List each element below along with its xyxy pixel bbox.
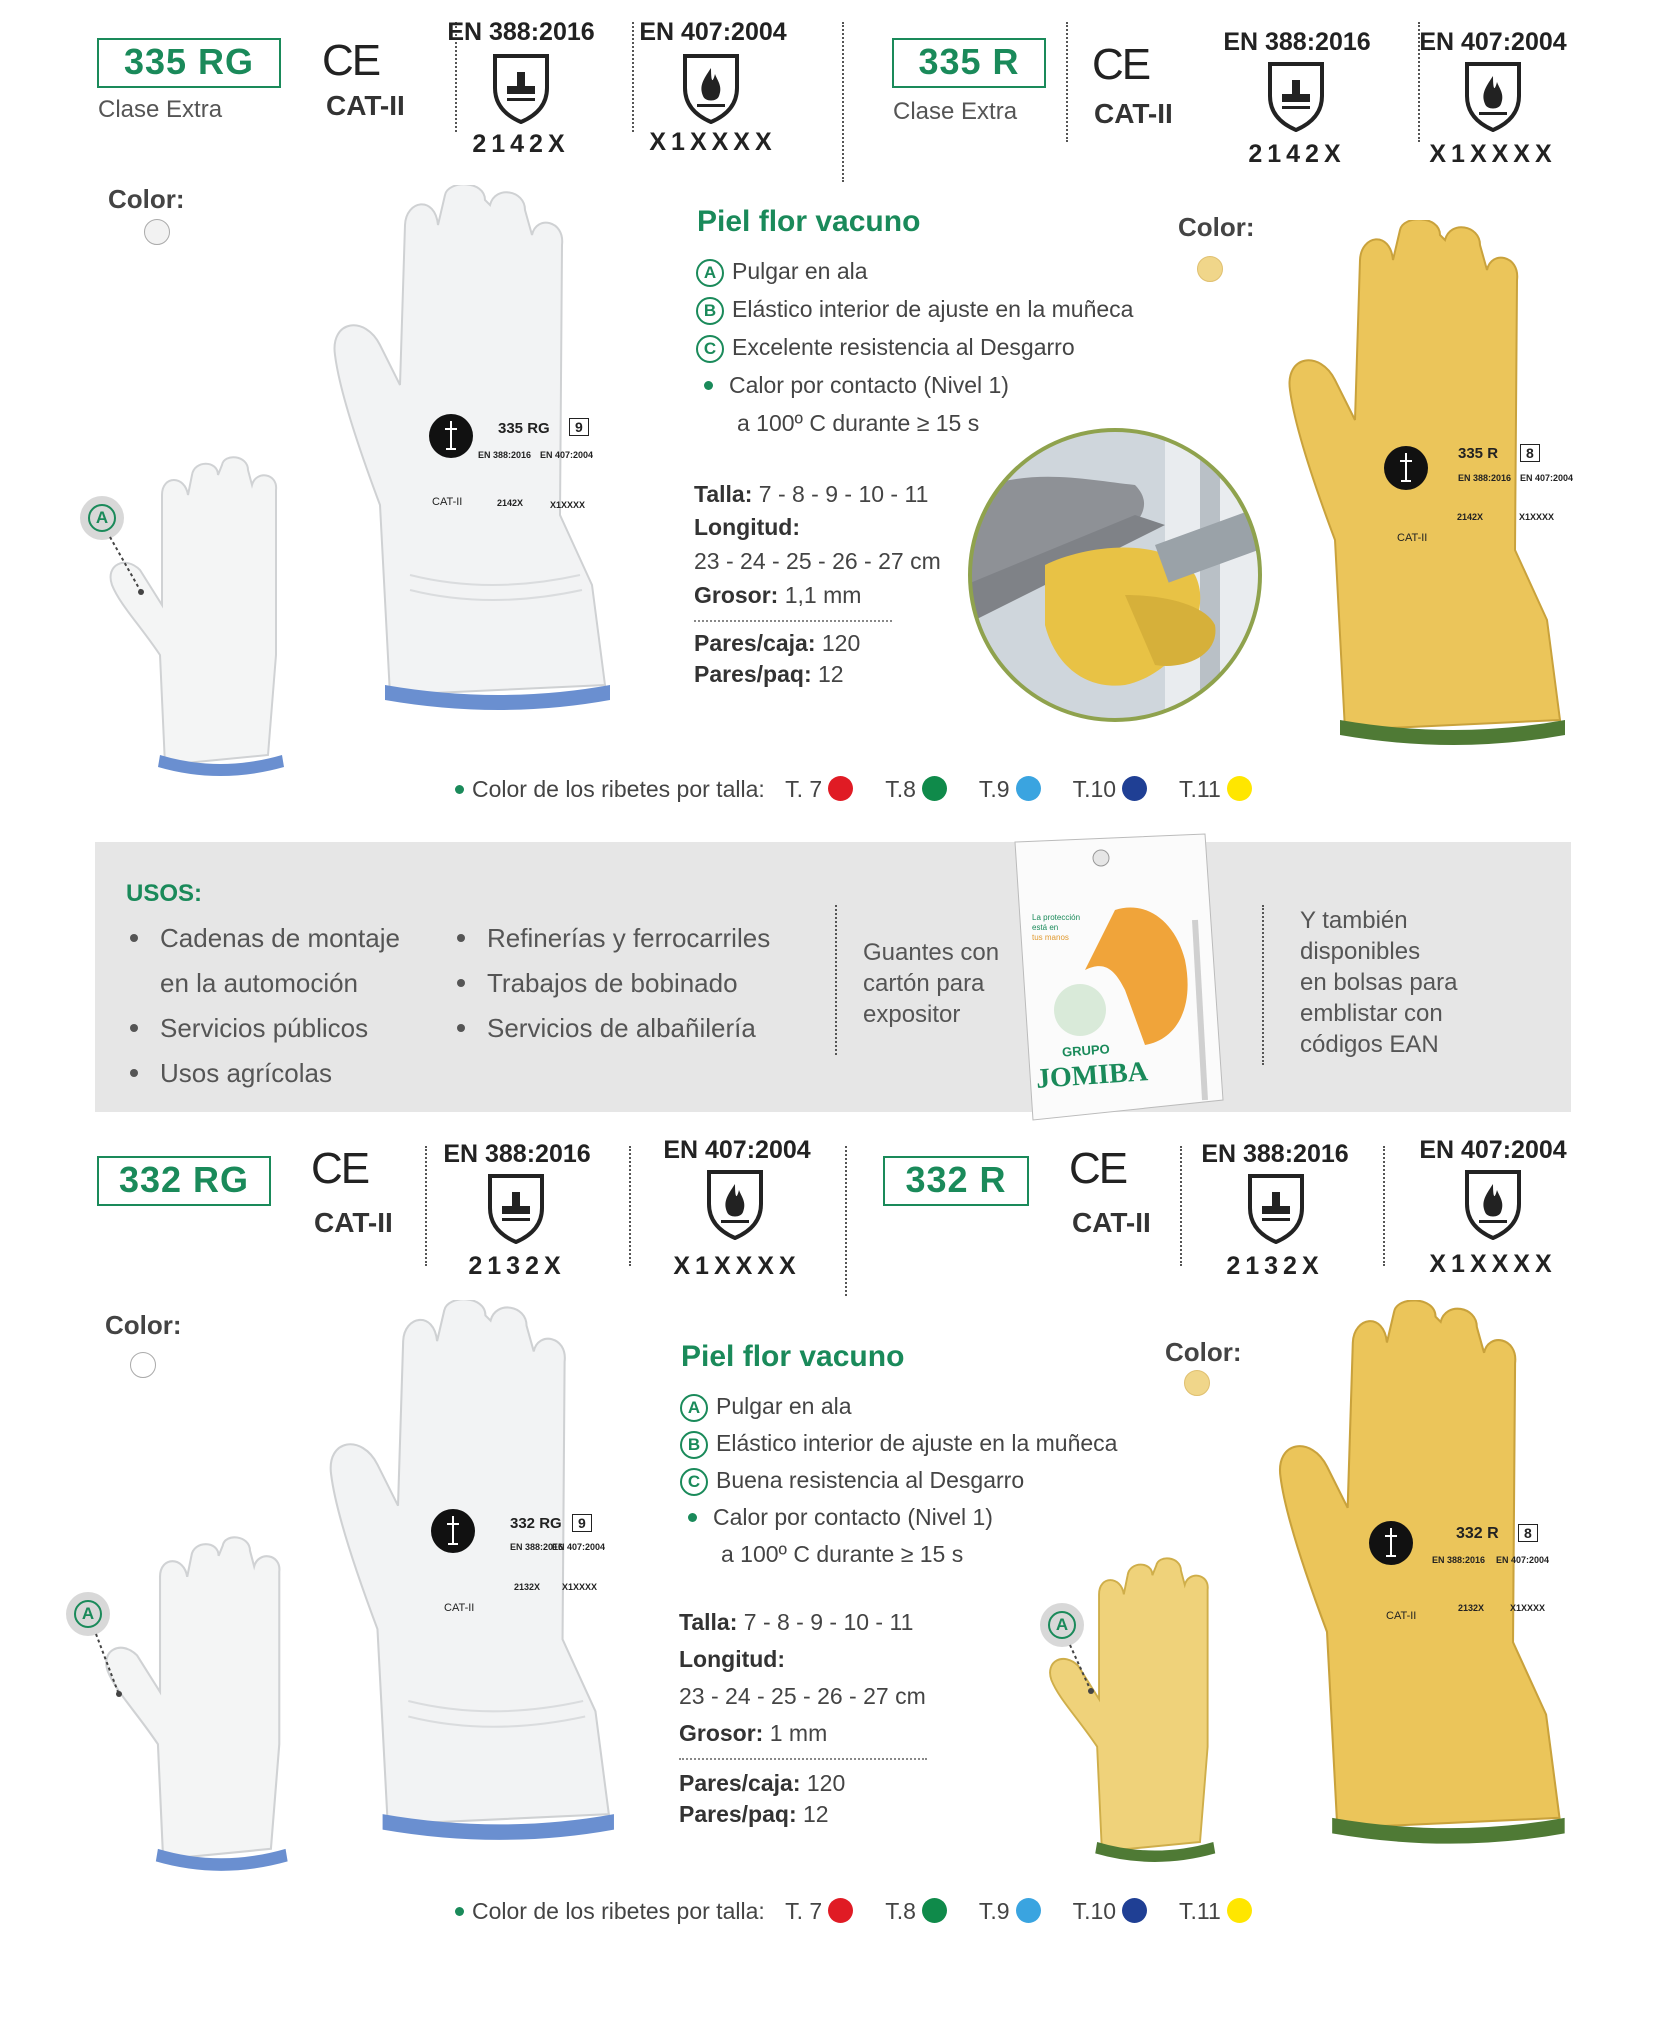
bolsas-note: Y también disponibles en bolsas para emblistar con códigos EAN (1300, 907, 1458, 1058)
carton-note: Guantes con cartón para expositor (863, 939, 1000, 1028)
thumb-callout-badge: A (66, 1592, 110, 1636)
color-label-332r: Color: (1165, 1337, 1242, 1367)
mechanical-risk-shield-icon (1266, 60, 1326, 132)
spec-longitud-label: Longitud: (694, 514, 801, 540)
en407-title-332r: EN 407:2004 (1419, 1136, 1567, 1164)
flame-shield-icon (1463, 1168, 1523, 1240)
card-text: tus manos (1032, 933, 1069, 942)
spec-grosor: Grosor: 1 mm (679, 1720, 828, 1746)
flame-shield-icon (681, 52, 741, 124)
divider (629, 1146, 631, 1266)
ribetes-legend: Color de los ribetes por talla: T. 7 T.8 T.9 T.10 T.11 (455, 776, 1278, 805)
label-size: 9 (572, 1514, 592, 1532)
color-label-335r: Color: (1178, 212, 1255, 242)
product-code-335r: 335 R (892, 38, 1046, 88)
spec-caja: Pares/caja: 120 (694, 630, 861, 656)
label-code388: 2142X (1457, 512, 1484, 522)
scuderis-logo-icon (428, 413, 474, 459)
card-brand: JOMIBA (1035, 1056, 1149, 1095)
color-swatch-335rg (144, 219, 170, 245)
card-text: La protección (1032, 913, 1081, 922)
spec-talla: Talla: 7 - 8 - 9 - 10 - 11 (694, 481, 929, 507)
cat-label-335r: CAT-II (1094, 98, 1173, 129)
usos-list-col1: Cadenas de montaje en la automoción Servicios públicos Usos agrícolas (126, 916, 400, 1096)
en407-code-335rg: X1XXXX (649, 128, 777, 156)
class-label-335rg: Clase Extra (98, 96, 223, 123)
spec-divider (694, 620, 892, 622)
feature-c: C Buena resistencia al Desgarro (680, 1467, 1024, 1496)
callout-line (1060, 1643, 1120, 1703)
divider (425, 1146, 427, 1266)
ce-mark-icon: CE (1092, 40, 1150, 89)
label-en407: EN 407:2004 (552, 1542, 606, 1552)
scuderis-logo-icon (430, 1508, 476, 1554)
en388-code-335rg: 2142X (472, 130, 570, 158)
label-cat: CAT-II (432, 496, 463, 508)
feature-b: B Elástico interior de ajuste en la muñeca (680, 1430, 1117, 1459)
label-size: 9 (569, 418, 589, 436)
en388-title-332rg: EN 388:2016 (443, 1140, 591, 1168)
label-product-code: 332 RG (510, 1515, 562, 1532)
spec-caja: Pares/caja: 120 (679, 1770, 846, 1796)
en388-title-335r: EN 388:2016 (1223, 28, 1371, 56)
material-title: Piel flor vacuno (697, 205, 921, 238)
glove-image (1265, 1300, 1575, 1850)
thumb-callout-badge: A (1040, 1603, 1084, 1647)
label-en388: EN 388:2016 (1432, 1555, 1486, 1565)
spec-longitud: 23 - 24 - 25 - 26 - 27 cm (694, 548, 941, 574)
spec-grosor: Grosor: 1,1 mm (694, 582, 862, 608)
product-code-332rg: 332 RG (97, 1156, 271, 1206)
label-product-code: 332 R (1456, 1525, 1499, 1542)
label-code407: X1XXXX (1519, 512, 1555, 522)
cat-label-332rg: CAT-II (314, 1207, 393, 1238)
label-en407: EN 407:2004 (1520, 473, 1574, 483)
spec-paq: Pares/paq: 12 (679, 1801, 829, 1827)
en407-code-335r: X1XXXX (1429, 140, 1557, 168)
feature-a: A Pulgar en ala (680, 1393, 852, 1422)
label-code388: 2132X (1458, 1603, 1485, 1613)
mechanical-risk-shield-icon (486, 1172, 546, 1244)
color-swatch-335r (1197, 256, 1223, 282)
spec-paq: Pares/paq: 12 (694, 661, 844, 687)
color-label-335rg: Color: (108, 184, 185, 214)
material-title: Piel flor vacuno (681, 1340, 905, 1373)
en407-code-332r: X1XXXX (1429, 1250, 1557, 1278)
label-code388: 2132X (514, 1582, 541, 1592)
feature-heat: Calor por contacto (Nivel 1) (680, 1504, 993, 1531)
label-code388: 2142X (497, 498, 524, 508)
card-text: está en (1032, 923, 1059, 932)
label-size: 8 (1520, 444, 1540, 462)
label-en388: EN 388:2016 (510, 1542, 564, 1552)
divider (1180, 1146, 1182, 1266)
ce-mark-icon: CE (1069, 1144, 1127, 1193)
ce-mark-icon: CE (322, 36, 380, 85)
spec-longitud: 23 - 24 - 25 - 26 - 27 cm (679, 1683, 926, 1709)
flame-shield-icon (705, 1168, 765, 1240)
en388-code-332r: 2132X (1226, 1252, 1324, 1280)
color-swatch-332r (1184, 1370, 1210, 1396)
feature-heat: Calor por contacto (Nivel 1) (696, 372, 1009, 399)
color-label-332rg: Color: (105, 1310, 182, 1340)
glove-image (315, 1300, 625, 1845)
label-code407: X1XXXX (562, 1582, 598, 1592)
scuderis-logo-icon (1383, 445, 1429, 491)
spec-talla: Talla: 7 - 8 - 9 - 10 - 11 (679, 1609, 914, 1635)
usos-list-col2: Refinerías y ferrocarriles Trabajos de bobinado Servicios de albañilería (453, 916, 770, 1051)
label-en407: EN 407:2004 (1496, 1555, 1550, 1565)
en407-title-332rg: EN 407:2004 (663, 1136, 811, 1164)
class-label-335r: Clase Extra (893, 98, 1018, 125)
product-code-332r: 332 R (883, 1156, 1029, 1206)
en388-code-332rg: 2132X (468, 1252, 566, 1280)
cat-label-335rg: CAT-II (326, 90, 405, 121)
divider (1262, 905, 1264, 1065)
feature-b: B Elástico interior de ajuste en la muñeca (696, 296, 1133, 325)
scuderis-logo-icon (1368, 1520, 1414, 1566)
label-code407: X1XXXX (550, 500, 586, 510)
en407-code-332rg: X1XXXX (673, 1252, 801, 1280)
en407-title-335r: EN 407:2004 (1419, 28, 1567, 56)
divider (1066, 22, 1068, 142)
trowel-photo (965, 425, 1265, 725)
en388-title-332r: EN 388:2016 (1201, 1140, 1349, 1168)
feature-heat-detail: a 100º C durante ≥ 15 s (737, 410, 980, 436)
divider (835, 905, 837, 1055)
label-product-code: 335 R (1458, 445, 1499, 462)
spec-longitud-label: Longitud: (679, 1646, 786, 1672)
label-en407: EN 407:2004 (540, 450, 594, 460)
callout-line (100, 535, 160, 605)
usos-title: USOS: (126, 880, 203, 907)
label-size: 8 (1518, 1524, 1538, 1542)
en388-code-335r: 2142X (1248, 140, 1346, 168)
feature-c: C Excelente resistencia al Desgarro (696, 334, 1075, 363)
cat-label-332r: CAT-II (1072, 1207, 1151, 1238)
color-swatch-332rg (130, 1352, 156, 1378)
divider (842, 22, 844, 182)
label-cat: CAT-II (1386, 1610, 1417, 1622)
label-en388: EN 388:2016 (1458, 473, 1512, 483)
flame-shield-icon (1463, 60, 1523, 132)
ribetes-legend: Color de los ribetes por talla: T. 7 T.8 T.9 T.10 T.11 (455, 1898, 1278, 1927)
feature-heat-detail: a 100º C durante ≥ 15 s (721, 1541, 964, 1567)
glove-image (100, 455, 310, 780)
divider (1383, 1146, 1385, 1266)
feature-a: A Pulgar en ala (696, 258, 868, 287)
card-brand: GRUPO (1061, 1041, 1111, 1060)
product-code-335rg: 335 RG (97, 38, 281, 88)
label-cat: CAT-II (444, 1602, 475, 1614)
label-code407: X1XXXX (1510, 1603, 1546, 1613)
spec-divider (679, 1758, 927, 1760)
glove-image (1040, 1552, 1240, 1870)
ce-mark-icon: CE (311, 1144, 369, 1193)
label-cat: CAT-II (1397, 532, 1428, 544)
mechanical-risk-shield-icon (491, 52, 551, 124)
divider (845, 1146, 847, 1296)
en407-title-335rg: EN 407:2004 (639, 18, 787, 46)
en388-title-335rg: EN 388:2016 (447, 18, 595, 46)
label-product-code: 335 RG (498, 420, 550, 437)
thumb-callout-badge: A (80, 496, 124, 540)
mechanical-risk-shield-icon (1246, 1172, 1306, 1244)
label-en388: EN 388:2016 (478, 450, 532, 460)
callout-line (86, 1632, 146, 1712)
